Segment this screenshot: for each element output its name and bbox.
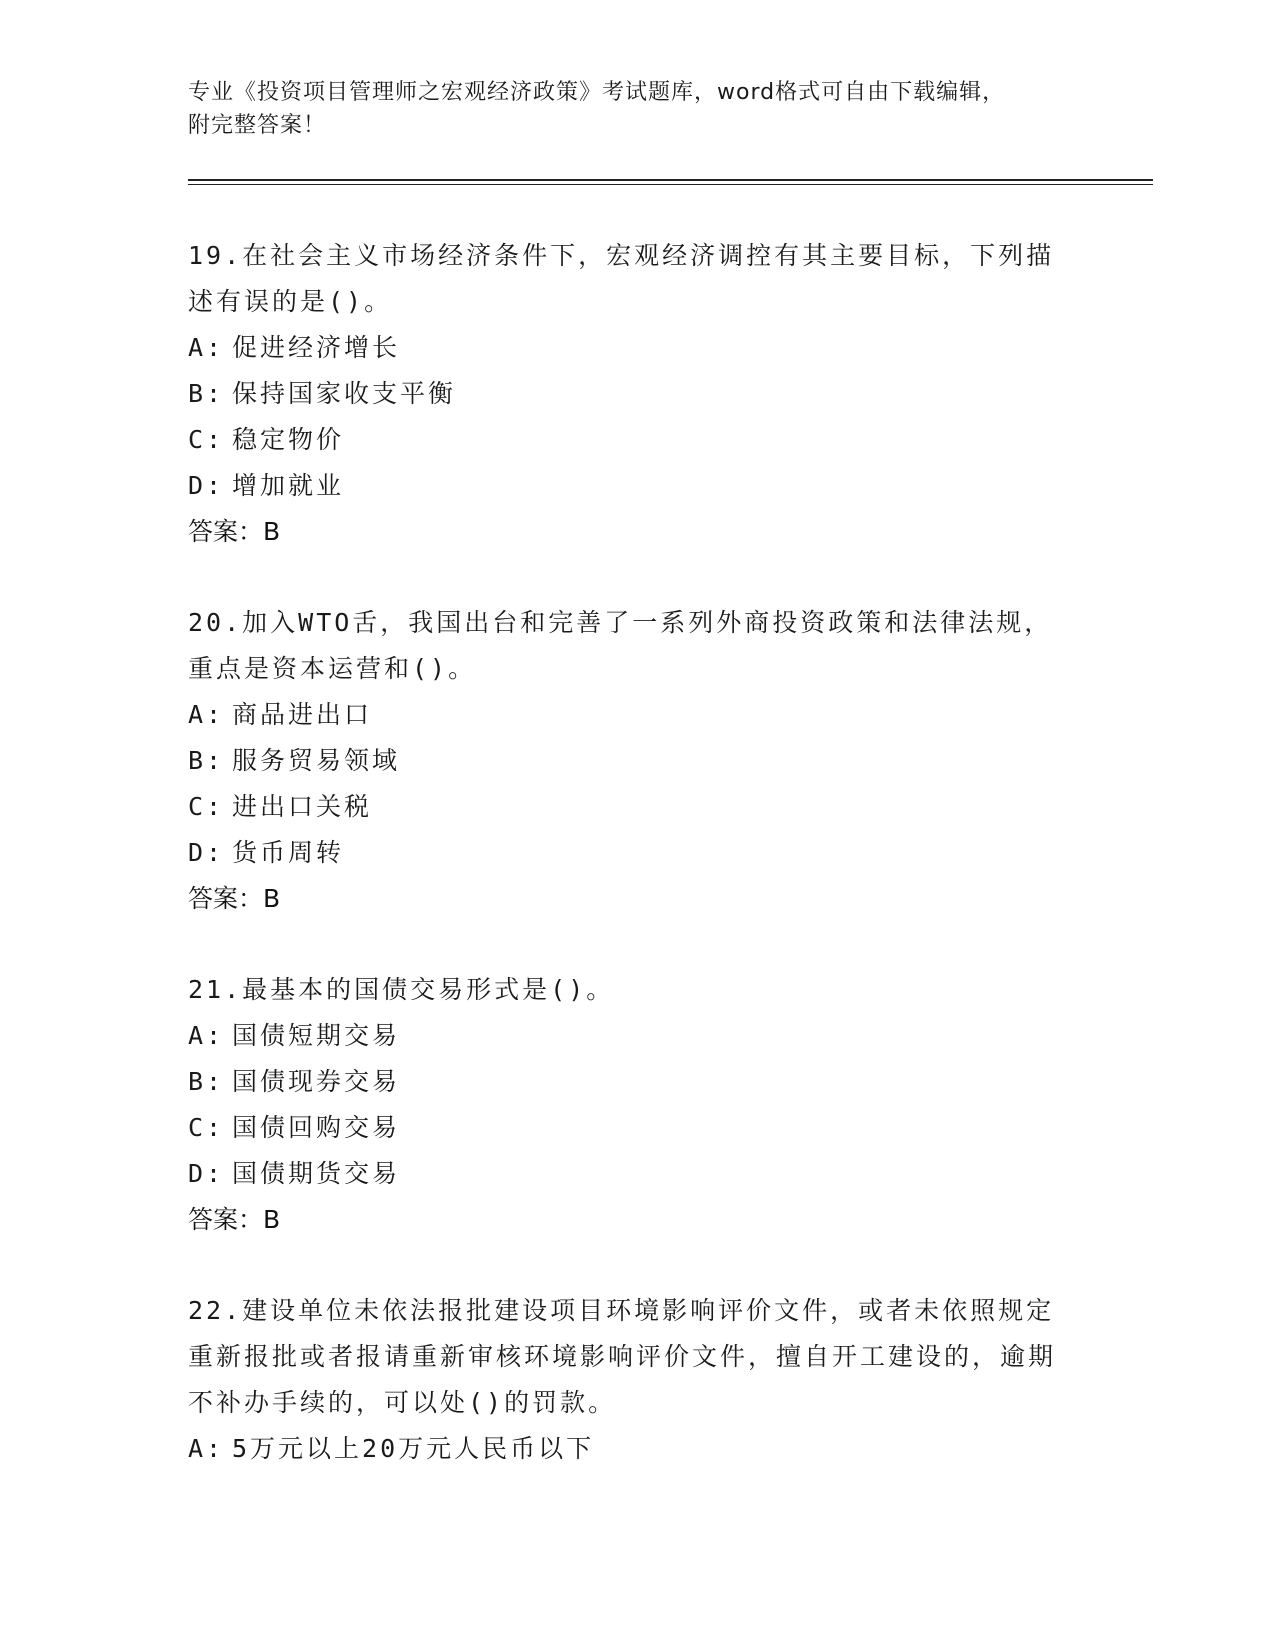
option-a [188, 1013, 1068, 1059]
question-stem: 21.最基本的国债交易形式是()。 [188, 975, 615, 1004]
question-stem: 20.加入WTO舌，我国出台和完善了一系列外商投资政策和法律法规，重点是资本运营和()。 [188, 608, 1053, 683]
option-letter: D: [188, 471, 225, 500]
option-c [188, 417, 1068, 463]
option-letter: C: [188, 792, 225, 821]
question-19 [188, 233, 1068, 555]
option-letter: C: [188, 425, 225, 454]
answer-line: 答案：B [188, 884, 281, 913]
option-b [188, 1059, 1068, 1105]
header-divider-thick [188, 179, 1153, 181]
option-c [188, 784, 1068, 830]
option-text: 5万元以上20万元人民币以下 [232, 1434, 595, 1463]
option-letter: B: [188, 1067, 225, 1096]
option-a [188, 1426, 1068, 1472]
option-b [188, 738, 1068, 784]
option-letter: A: [188, 333, 225, 362]
question-stem: 22.建设单位未依法报批建设项目环境影响评价文件，或者未依照规定重新报批或者报请重新审核环境影响评价文件，擅自开工建设的，逾期不补办手续的，可以处()的罚款。 [188, 1296, 1057, 1417]
option-a [188, 692, 1068, 738]
option-text: 保持国家收支平衡 [232, 379, 457, 408]
option-text: 货币周转 [232, 838, 345, 867]
question-20 [188, 600, 1068, 922]
option-text: 服务贸易领域 [232, 746, 401, 775]
document-header [188, 76, 1068, 142]
option-d [188, 1151, 1068, 1197]
option-letter: A: [188, 1021, 225, 1050]
option-text: 国债期货交易 [232, 1159, 401, 1188]
option-text: 稳定物价 [232, 425, 345, 454]
option-letter: A: [188, 700, 225, 729]
option-letter: C: [188, 1113, 225, 1142]
answer-line: 答案：B [188, 517, 281, 546]
question-list [188, 233, 1068, 1517]
option-text: 进出口关税 [232, 792, 373, 821]
option-letter: D: [188, 1159, 225, 1188]
option-letter: B: [188, 379, 225, 408]
option-text: 国债短期交易 [232, 1021, 401, 1050]
question-21 [188, 967, 1068, 1243]
option-b [188, 371, 1068, 417]
option-d [188, 830, 1068, 876]
option-text: 国债回购交易 [232, 1113, 401, 1142]
option-text: 国债现券交易 [232, 1067, 401, 1096]
option-c [188, 1105, 1068, 1151]
header-divider-thin [188, 184, 1153, 185]
option-a [188, 325, 1068, 371]
header-line-1: 专业《投资项目管理师之宏观经济政策》考试题库，word格式可自由下载编辑， [188, 80, 1006, 105]
option-letter: B: [188, 746, 225, 775]
answer-line: 答案：B [188, 1205, 281, 1234]
question-22 [188, 1288, 1068, 1472]
option-text: 商品进出口 [232, 700, 373, 729]
option-text: 促进经济增长 [232, 333, 401, 362]
option-letter: A: [188, 1434, 225, 1463]
question-stem: 19.在社会主义市场经济条件下，宏观经济调控有其主要目标，下列描述有误的是()。 [188, 241, 1055, 316]
header-line-2: 附完整答案！ [188, 113, 327, 138]
option-text: 增加就业 [232, 471, 345, 500]
option-letter: D: [188, 838, 225, 867]
option-d [188, 463, 1068, 509]
